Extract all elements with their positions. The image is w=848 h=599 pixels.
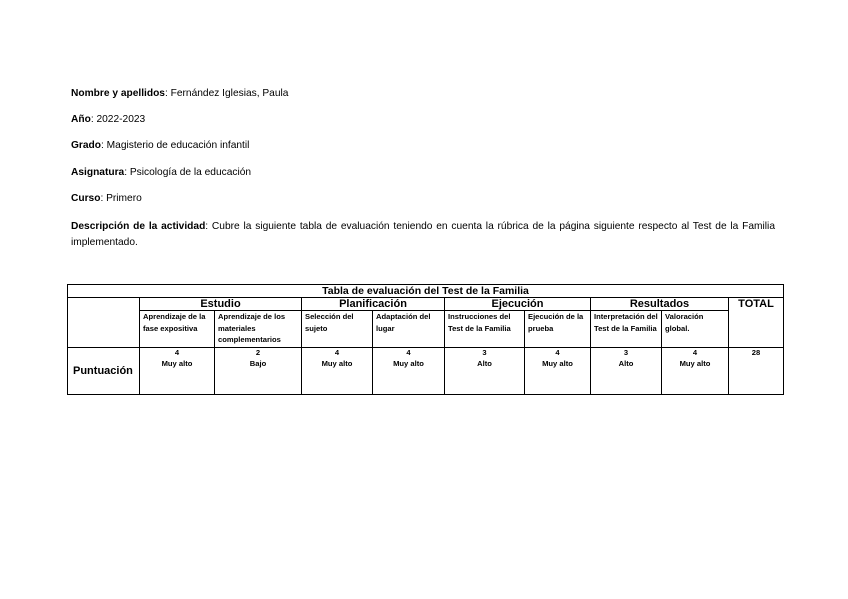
subject-line — [71, 166, 251, 179]
score-number: 2 — [255, 348, 261, 357]
criterion-cell: Interpretación del Test de la Familia — [591, 311, 662, 348]
course-label: Curso — [71, 193, 101, 204]
score-row-label: Puntuación — [68, 348, 140, 395]
score-number: 3 — [482, 348, 487, 357]
subject-value: : Psicología de la educación — [124, 167, 252, 178]
degree-label: Grado — [71, 140, 102, 151]
student-name-value: : Fernández Iglesias, Paula — [164, 88, 289, 99]
group-estudio: Estudio — [140, 298, 302, 311]
score-level: Muy alto — [321, 358, 353, 368]
score-number: 4 — [406, 348, 411, 357]
degree-value: : Magisterio de educación infantil — [101, 140, 250, 151]
score-cell — [302, 348, 373, 395]
score-row — [68, 348, 784, 395]
student-name-label: Nombre y apellidos — [71, 88, 165, 99]
year-value: : 2022-2023 — [90, 114, 146, 125]
description-text: : Cubre la siguiente tabla de evaluación teniendo en cuenta la rúbrica de la página siguiente respecto al Test de la Familia implementado. — [71, 221, 775, 248]
student-name-line — [71, 87, 288, 100]
score-number: 4 — [334, 348, 340, 357]
degree-line — [71, 139, 249, 152]
criterion-cell: Adaptación del lugar — [373, 311, 445, 348]
group-resultados: Resultados — [591, 298, 729, 311]
criterion-cell: Selección del sujeto — [302, 311, 373, 348]
score-cell — [591, 348, 662, 395]
description-label: Descripción de la actividad — [71, 221, 206, 232]
year-line — [71, 113, 145, 126]
criterion-cell: Valoración global. — [662, 311, 729, 348]
year-label: Año — [71, 114, 91, 125]
score-level: Alto — [618, 358, 634, 368]
score-cell — [662, 348, 729, 395]
table-title: Tabla de evaluación del Test de la Familia — [68, 285, 784, 298]
score-level: Muy alto — [542, 358, 573, 368]
score-cell — [140, 348, 215, 395]
group-planificacion: Planificación — [302, 298, 445, 311]
criterion-cell: Aprendizaje de los materiales complementarios — [215, 311, 302, 348]
score-level: Bajo — [249, 358, 267, 368]
subject-label: Asignatura — [71, 167, 125, 178]
criterion-cell: Instrucciones del Test de la Familia — [445, 311, 525, 348]
score-number: 3 — [623, 348, 629, 357]
score-level: Muy alto — [393, 358, 424, 368]
total-value: 28 — [729, 348, 784, 395]
evaluation-table — [67, 284, 784, 395]
group-ejecucion: Ejecución — [445, 298, 591, 311]
criterion-cell: Ejecución de la prueba — [525, 311, 591, 348]
empty-corner-cell — [68, 298, 140, 348]
score-level: Muy alto — [161, 358, 193, 368]
score-cell — [373, 348, 445, 395]
score-number: 4 — [174, 348, 180, 357]
score-cell — [215, 348, 302, 395]
total-header: TOTAL — [729, 298, 784, 348]
course-line — [71, 192, 142, 205]
score-cell — [525, 348, 591, 395]
score-level: Alto — [477, 358, 492, 368]
score-number: 4 — [555, 348, 560, 357]
score-level: Muy alto — [679, 358, 711, 368]
criterion-cell: Aprendizaje de la fase expositiva — [140, 311, 215, 348]
score-cell — [445, 348, 525, 395]
score-number: 4 — [692, 348, 698, 357]
activity-description — [71, 219, 775, 250]
course-value: : Primero — [100, 193, 142, 204]
